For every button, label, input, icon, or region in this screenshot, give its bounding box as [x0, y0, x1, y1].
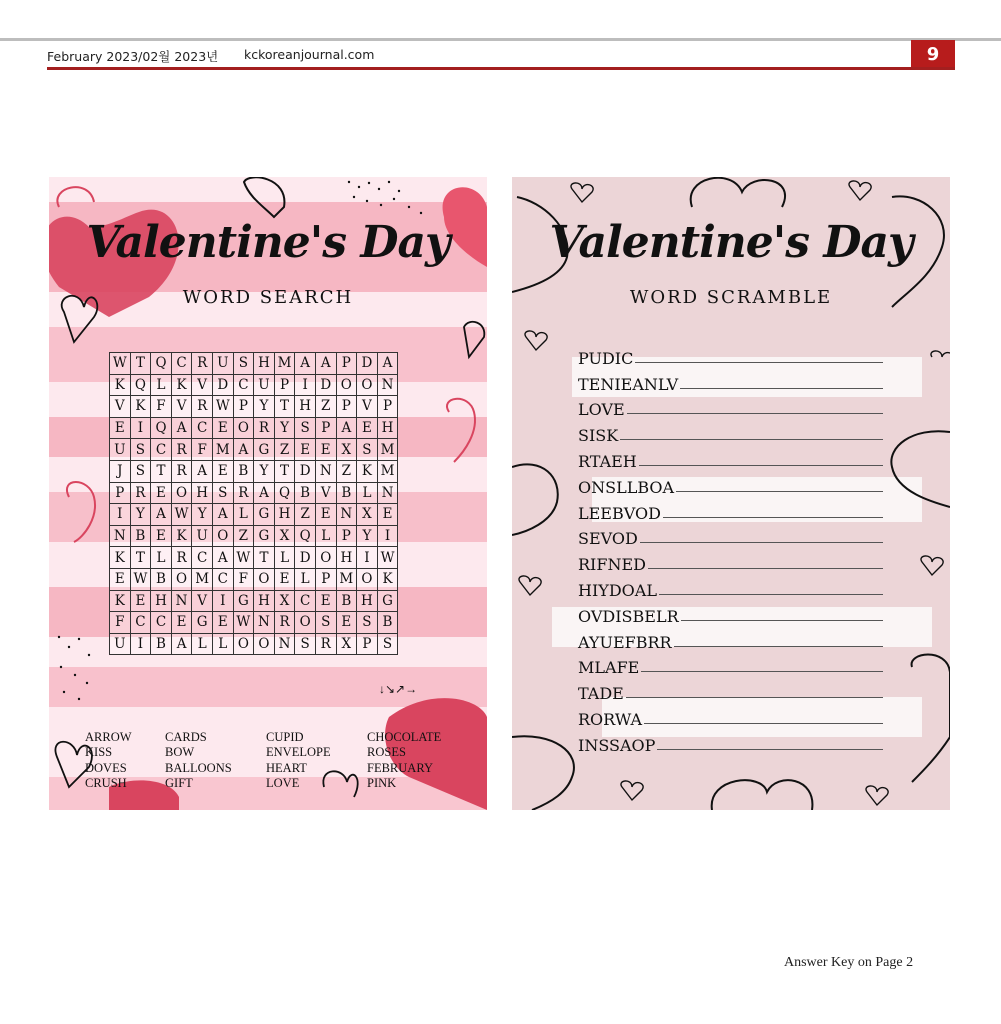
grid-cell[interactable]: B — [151, 633, 172, 655]
grid-cell[interactable]: A — [151, 504, 172, 526]
grid-row — [110, 612, 398, 634]
grid-row — [110, 482, 398, 504]
search-word: CUPID — [266, 730, 304, 744]
search-word: KISS — [85, 745, 113, 760]
scramble-row — [578, 394, 883, 420]
grid-cell[interactable]: K — [130, 396, 151, 418]
grid-cell[interactable]: I — [130, 633, 151, 655]
grid-cell[interactable]: O — [254, 633, 275, 655]
grid-cell[interactable]: O — [357, 568, 378, 590]
grid-cell[interactable]: E — [212, 612, 233, 634]
grid-cell[interactable]: P — [357, 633, 378, 655]
grid-cell[interactable]: O — [171, 482, 192, 504]
grid-cell[interactable]: K — [110, 547, 131, 569]
grid-row — [110, 460, 398, 482]
grid-cell[interactable]: Y — [254, 396, 275, 418]
grid-cell[interactable]: S — [295, 633, 316, 655]
scrambled-word: SEVOD — [578, 529, 638, 549]
grid-cell[interactable]: G — [254, 504, 275, 526]
grid-cell[interactable]: F — [233, 568, 254, 590]
grid-cell[interactable]: P — [315, 417, 336, 439]
grid-cell[interactable]: N — [336, 504, 357, 526]
grid-cell[interactable]: K — [357, 460, 378, 482]
word-column — [85, 730, 132, 792]
grid-cell[interactable]: L — [295, 568, 316, 590]
grid-cell[interactable]: J — [110, 460, 131, 482]
scrambled-word: LEEBVOD — [578, 503, 661, 523]
grid-cell[interactable]: V — [357, 396, 378, 418]
grid-cell[interactable]: M — [336, 568, 357, 590]
grid-cell[interactable]: O — [315, 547, 336, 569]
grid-cell[interactable]: N — [377, 482, 398, 504]
grid-cell[interactable]: S — [357, 439, 378, 461]
grid-cell[interactable]: C — [130, 612, 151, 634]
search-word: ENVELOPE — [266, 745, 331, 760]
grid-cell[interactable]: R — [171, 460, 192, 482]
grid-cell[interactable]: E — [110, 568, 131, 590]
grid-cell[interactable]: S — [130, 439, 151, 461]
grid-cell[interactable]: E — [377, 504, 398, 526]
grid-cell[interactable]: W — [110, 353, 131, 375]
grid-cell[interactable]: C — [192, 547, 213, 569]
grid-cell[interactable]: Z — [233, 525, 254, 547]
grid-cell[interactable]: B — [336, 482, 357, 504]
grid-cell[interactable]: D — [315, 374, 336, 396]
grid-cell[interactable]: T — [254, 547, 275, 569]
grid-cell[interactable]: P — [110, 482, 131, 504]
search-word: DOVES — [85, 760, 127, 775]
grid-cell[interactable]: E — [151, 525, 172, 547]
word-search-subtitle: WORD SEARCH — [182, 287, 354, 308]
grid-cell[interactable]: E — [212, 417, 233, 439]
grid-cell[interactable]: L — [274, 547, 295, 569]
grid-cell[interactable]: L — [151, 374, 172, 396]
grid-cell[interactable]: A — [315, 353, 336, 375]
grid-cell[interactable]: I — [357, 547, 378, 569]
grid-cell[interactable]: N — [110, 525, 131, 547]
scramble-row — [578, 497, 883, 523]
word-column — [165, 730, 232, 792]
grid-cell[interactable]: Z — [315, 396, 336, 418]
word-scramble-panel — [512, 177, 950, 810]
grid-cell[interactable]: X — [357, 504, 378, 526]
search-word: HEART — [266, 760, 307, 775]
grid-cell[interactable]: C — [233, 374, 254, 396]
grid-cell[interactable]: M — [212, 439, 233, 461]
grid-cell[interactable]: O — [336, 374, 357, 396]
grid-row — [110, 633, 398, 655]
scramble-row — [578, 600, 883, 626]
grid-cell[interactable]: W — [377, 547, 398, 569]
grid-cell[interactable]: B — [336, 590, 357, 612]
scrambled-word: OVDISBELR — [578, 606, 679, 626]
grid-cell[interactable]: A — [377, 353, 398, 375]
answer-blank[interactable] — [620, 439, 883, 440]
grid-cell[interactable]: V — [110, 396, 131, 418]
grid-cell[interactable]: C — [171, 353, 192, 375]
grid-cell[interactable]: A — [192, 460, 213, 482]
grid-cell[interactable]: Z — [336, 460, 357, 482]
grid-cell[interactable]: M — [377, 460, 398, 482]
grid-cell[interactable]: S — [130, 460, 151, 482]
grid-cell[interactable]: U — [110, 633, 131, 655]
word-scramble-subtitle: WORD SCRAMBLE — [629, 287, 833, 308]
search-word: ARROW — [85, 730, 132, 744]
grid-cell[interactable]: H — [336, 547, 357, 569]
grid-cell[interactable]: T — [130, 353, 151, 375]
website-link[interactable]: kckoreanjournal.com — [244, 47, 375, 62]
scrambled-word: PUDIC — [578, 348, 634, 368]
grid-cell[interactable]: P — [377, 396, 398, 418]
grid-cell[interactable]: A — [254, 482, 275, 504]
word-search-title: Valentine's Day — [86, 217, 450, 268]
scrambled-word: MLAFE — [578, 658, 640, 678]
grid-cell[interactable]: K — [171, 374, 192, 396]
grid-cell[interactable]: V — [171, 396, 192, 418]
grid-cell[interactable]: C — [192, 417, 213, 439]
grid-cell[interactable]: I — [212, 590, 233, 612]
scrambled-word: HIYDOAL — [578, 580, 657, 600]
scrambled-word: SISK — [578, 426, 619, 446]
scrambled-word: LOVE — [578, 400, 625, 420]
grid-cell[interactable]: Y — [130, 504, 151, 526]
grid-cell[interactable]: B — [151, 568, 172, 590]
grid-cell[interactable]: E — [110, 417, 131, 439]
grid-cell[interactable]: V — [192, 590, 213, 612]
grid-cell[interactable]: N — [377, 374, 398, 396]
grid-cell[interactable]: X — [336, 439, 357, 461]
search-word: CRUSH — [85, 776, 127, 791]
grid-cell[interactable]: R — [233, 482, 254, 504]
grid-cell[interactable]: Q — [274, 482, 295, 504]
grid-cell[interactable]: E — [315, 439, 336, 461]
grid-cell[interactable]: A — [336, 417, 357, 439]
page-header — [47, 40, 955, 68]
scramble-list — [578, 342, 883, 755]
scrambled-word: AYUEFBRR — [578, 632, 672, 652]
grid-cell[interactable]: B — [295, 482, 316, 504]
grid-cell[interactable]: G — [254, 439, 275, 461]
grid-cell[interactable]: Q — [151, 353, 172, 375]
grid-cell[interactable]: G — [192, 612, 213, 634]
grid-cell[interactable]: D — [357, 353, 378, 375]
grid-cell[interactable]: B — [233, 460, 254, 482]
direction-arrows: ↓↘↗→ — [379, 682, 418, 696]
answer-blank[interactable] — [680, 388, 883, 389]
grid-cell[interactable]: M — [377, 439, 398, 461]
grid-cell[interactable]: W — [171, 504, 192, 526]
grid-cell[interactable]: E — [130, 590, 151, 612]
grid-cell[interactable]: B — [130, 525, 151, 547]
grid-cell[interactable]: R — [192, 353, 213, 375]
grid-cell[interactable]: W — [233, 612, 254, 634]
grid-cell[interactable]: L — [151, 547, 172, 569]
answer-blank[interactable] — [648, 568, 883, 569]
grid-cell[interactable]: T — [274, 396, 295, 418]
grid-cell[interactable]: X — [274, 525, 295, 547]
grid-cell[interactable]: Y — [274, 417, 295, 439]
grid-cell[interactable]: D — [295, 547, 316, 569]
grid-cell[interactable]: H — [274, 504, 295, 526]
page-number: 9 — [911, 40, 955, 70]
grid-cell[interactable]: I — [377, 525, 398, 547]
grid-cell[interactable]: E — [212, 460, 233, 482]
grid-cell[interactable]: R — [130, 482, 151, 504]
grid-cell[interactable]: I — [130, 417, 151, 439]
grid-cell[interactable]: S — [233, 353, 254, 375]
scramble-row — [578, 368, 883, 394]
scramble-row — [578, 471, 883, 497]
grid-row — [110, 417, 398, 439]
grid-row — [110, 353, 398, 375]
grid-cell[interactable]: M — [192, 568, 213, 590]
grid-cell[interactable]: Z — [274, 439, 295, 461]
grid-cell[interactable]: L — [357, 482, 378, 504]
grid-cell[interactable]: G — [377, 590, 398, 612]
word-column — [367, 730, 441, 792]
grid-cell[interactable]: R — [192, 396, 213, 418]
grid-cell[interactable]: F — [151, 396, 172, 418]
grid-cell[interactable]: S — [295, 417, 316, 439]
grid-cell[interactable]: E — [315, 590, 336, 612]
header-rule — [47, 67, 955, 70]
grid-cell[interactable]: S — [357, 612, 378, 634]
grid-cell[interactable]: R — [254, 417, 275, 439]
answer-blank[interactable] — [626, 697, 883, 698]
grid-cell[interactable]: E — [357, 417, 378, 439]
grid-cell[interactable]: R — [171, 547, 192, 569]
scramble-row — [578, 342, 883, 368]
grid-row — [110, 374, 398, 396]
grid-cell[interactable]: C — [151, 612, 172, 634]
search-word: BOW — [165, 745, 195, 760]
search-word: ROSES — [367, 745, 406, 760]
grid-cell[interactable]: E — [336, 612, 357, 634]
grid-cell[interactable]: L — [192, 633, 213, 655]
grid-cell[interactable]: E — [315, 504, 336, 526]
scrambled-word: INSSAOP — [578, 735, 656, 755]
scramble-row — [578, 729, 883, 755]
grid-cell[interactable]: Q — [151, 417, 172, 439]
grid-cell[interactable]: Z — [295, 504, 316, 526]
grid-cell[interactable]: A — [233, 439, 254, 461]
answer-blank[interactable] — [635, 362, 883, 363]
grid-cell[interactable]: H — [357, 590, 378, 612]
word-search-panel — [49, 177, 487, 810]
grid-cell[interactable]: U — [192, 525, 213, 547]
letter-grid — [109, 352, 398, 655]
grid-cell[interactable]: G — [233, 590, 254, 612]
grid-cell[interactable]: H — [254, 590, 275, 612]
scrambled-word: TADE — [578, 684, 624, 704]
grid-cell[interactable]: H — [192, 482, 213, 504]
search-word: BALLOONS — [165, 760, 232, 775]
grid-cell[interactable]: R — [315, 633, 336, 655]
grid-cell[interactable]: O — [233, 417, 254, 439]
grid-cell[interactable]: C — [212, 568, 233, 590]
grid-cell[interactable]: U — [212, 353, 233, 375]
grid-row — [110, 439, 398, 461]
answer-blank[interactable] — [681, 620, 883, 621]
grid-cell[interactable]: O — [171, 568, 192, 590]
grid-cell[interactable]: F — [192, 439, 213, 461]
grid-cell[interactable]: N — [171, 590, 192, 612]
scrambled-word: RTAEH — [578, 451, 637, 471]
grid-cell[interactable]: V — [315, 482, 336, 504]
grid-cell[interactable]: A — [171, 633, 192, 655]
grid-cell[interactable]: O — [233, 633, 254, 655]
search-word: GIFT — [165, 776, 193, 791]
search-word: LOVE — [266, 776, 300, 791]
scramble-row — [578, 574, 883, 600]
issue-date: February 2023/02월 2023년 — [47, 49, 219, 64]
grid-cell[interactable]: O — [295, 612, 316, 634]
grid-cell[interactable]: U — [254, 374, 275, 396]
grid-cell[interactable]: P — [336, 353, 357, 375]
grid-cell[interactable]: B — [377, 612, 398, 634]
grid-cell[interactable]: C — [151, 439, 172, 461]
grid-cell[interactable]: S — [315, 612, 336, 634]
grid-cell[interactable]: A — [212, 504, 233, 526]
grid-cell[interactable]: O — [357, 374, 378, 396]
grid-cell[interactable]: N — [315, 460, 336, 482]
grid-cell[interactable]: D — [295, 460, 316, 482]
grid-cell[interactable]: H — [151, 590, 172, 612]
grid-cell[interactable]: O — [254, 568, 275, 590]
grid-cell[interactable]: T — [151, 460, 172, 482]
scramble-row — [578, 523, 883, 549]
grid-cell[interactable]: H — [254, 353, 275, 375]
grid-cell[interactable]: G — [254, 525, 275, 547]
grid-cell[interactable]: L — [315, 525, 336, 547]
grid-cell[interactable]: K — [377, 568, 398, 590]
grid-cell[interactable]: A — [212, 547, 233, 569]
grid-cell[interactable]: Q — [130, 374, 151, 396]
grid-cell[interactable]: M — [274, 353, 295, 375]
grid-cell[interactable]: I — [110, 504, 131, 526]
grid-cell[interactable]: X — [336, 633, 357, 655]
grid-cell[interactable]: E — [151, 482, 172, 504]
grid-cell[interactable]: H — [377, 417, 398, 439]
grid-cell[interactable]: S — [377, 633, 398, 655]
grid-cell[interactable]: A — [295, 353, 316, 375]
scramble-row — [578, 703, 883, 729]
answer-blank[interactable] — [627, 413, 883, 414]
answer-blank[interactable] — [640, 542, 883, 543]
answer-blank[interactable] — [674, 646, 883, 647]
grid-cell[interactable]: S — [212, 482, 233, 504]
answer-key-note: Answer Key on Page 2 — [784, 955, 914, 970]
grid-cell[interactable]: F — [110, 612, 131, 634]
grid-cell[interactable]: R — [171, 439, 192, 461]
grid-cell[interactable]: E — [171, 612, 192, 634]
grid-cell[interactable]: K — [110, 374, 131, 396]
scramble-row — [578, 677, 883, 703]
grid-cell[interactable]: W — [130, 568, 151, 590]
grid-cell[interactable]: P — [336, 525, 357, 547]
grid-cell[interactable]: O — [212, 525, 233, 547]
grid-cell[interactable]: D — [212, 374, 233, 396]
scramble-row — [578, 626, 883, 652]
grid-cell[interactable]: Y — [192, 504, 213, 526]
grid-cell[interactable]: I — [295, 374, 316, 396]
grid-row — [110, 547, 398, 569]
grid-cell[interactable]: L — [212, 633, 233, 655]
grid-row — [110, 590, 398, 612]
grid-cell[interactable]: K — [171, 525, 192, 547]
search-word: FEBRUARY — [367, 760, 433, 775]
scrambled-word: RORWA — [578, 709, 643, 729]
answer-blank[interactable] — [644, 723, 883, 724]
grid-cell[interactable]: U — [110, 439, 131, 461]
grid-row — [110, 525, 398, 547]
word-scramble-title: Valentine's Day — [549, 217, 913, 268]
grid-cell[interactable]: C — [295, 590, 316, 612]
grid-cell[interactable]: Y — [254, 460, 275, 482]
grid-cell[interactable]: P — [315, 568, 336, 590]
scramble-row — [578, 548, 883, 574]
scramble-row — [578, 445, 883, 471]
grid-cell[interactable]: P — [336, 396, 357, 418]
grid-cell[interactable]: E — [274, 568, 295, 590]
grid-cell[interactable]: H — [295, 396, 316, 418]
search-word: PINK — [367, 776, 397, 791]
grid-cell[interactable]: P — [233, 396, 254, 418]
search-word: CARDS — [165, 730, 207, 744]
grid-cell[interactable]: X — [274, 590, 295, 612]
answer-blank[interactable] — [659, 594, 883, 595]
scrambled-word: TENIEANLV — [578, 374, 679, 394]
grid-cell[interactable]: N — [254, 612, 275, 634]
grid-cell[interactable]: V — [192, 374, 213, 396]
grid-row — [110, 568, 398, 590]
grid-cell[interactable]: A — [171, 417, 192, 439]
grid-cell[interactable]: K — [110, 590, 131, 612]
grid-cell[interactable]: N — [274, 633, 295, 655]
grid-cell[interactable]: P — [274, 374, 295, 396]
answer-blank[interactable] — [657, 749, 883, 750]
grid-cell[interactable]: W — [212, 396, 233, 418]
grid-cell[interactable]: E — [295, 439, 316, 461]
grid-cell[interactable]: L — [233, 504, 254, 526]
grid-cell[interactable]: R — [274, 612, 295, 634]
grid-cell[interactable]: T — [274, 460, 295, 482]
grid-cell[interactable]: W — [233, 547, 254, 569]
answer-blank[interactable] — [639, 465, 883, 466]
word-column — [266, 730, 331, 792]
grid-cell[interactable]: T — [130, 547, 151, 569]
answer-blank[interactable] — [676, 491, 883, 492]
answer-blank[interactable] — [641, 671, 883, 672]
search-word: CHOCOLATE — [367, 730, 442, 744]
grid-row — [110, 396, 398, 418]
answer-blank[interactable] — [663, 517, 883, 518]
grid-row — [110, 504, 398, 526]
scramble-row — [578, 652, 883, 678]
grid-cell[interactable]: Y — [357, 525, 378, 547]
scrambled-word: ONSLLBOA — [578, 477, 675, 497]
scramble-row — [578, 419, 883, 445]
scrambled-word: RIFNED — [578, 555, 646, 575]
grid-cell[interactable]: Q — [295, 525, 316, 547]
